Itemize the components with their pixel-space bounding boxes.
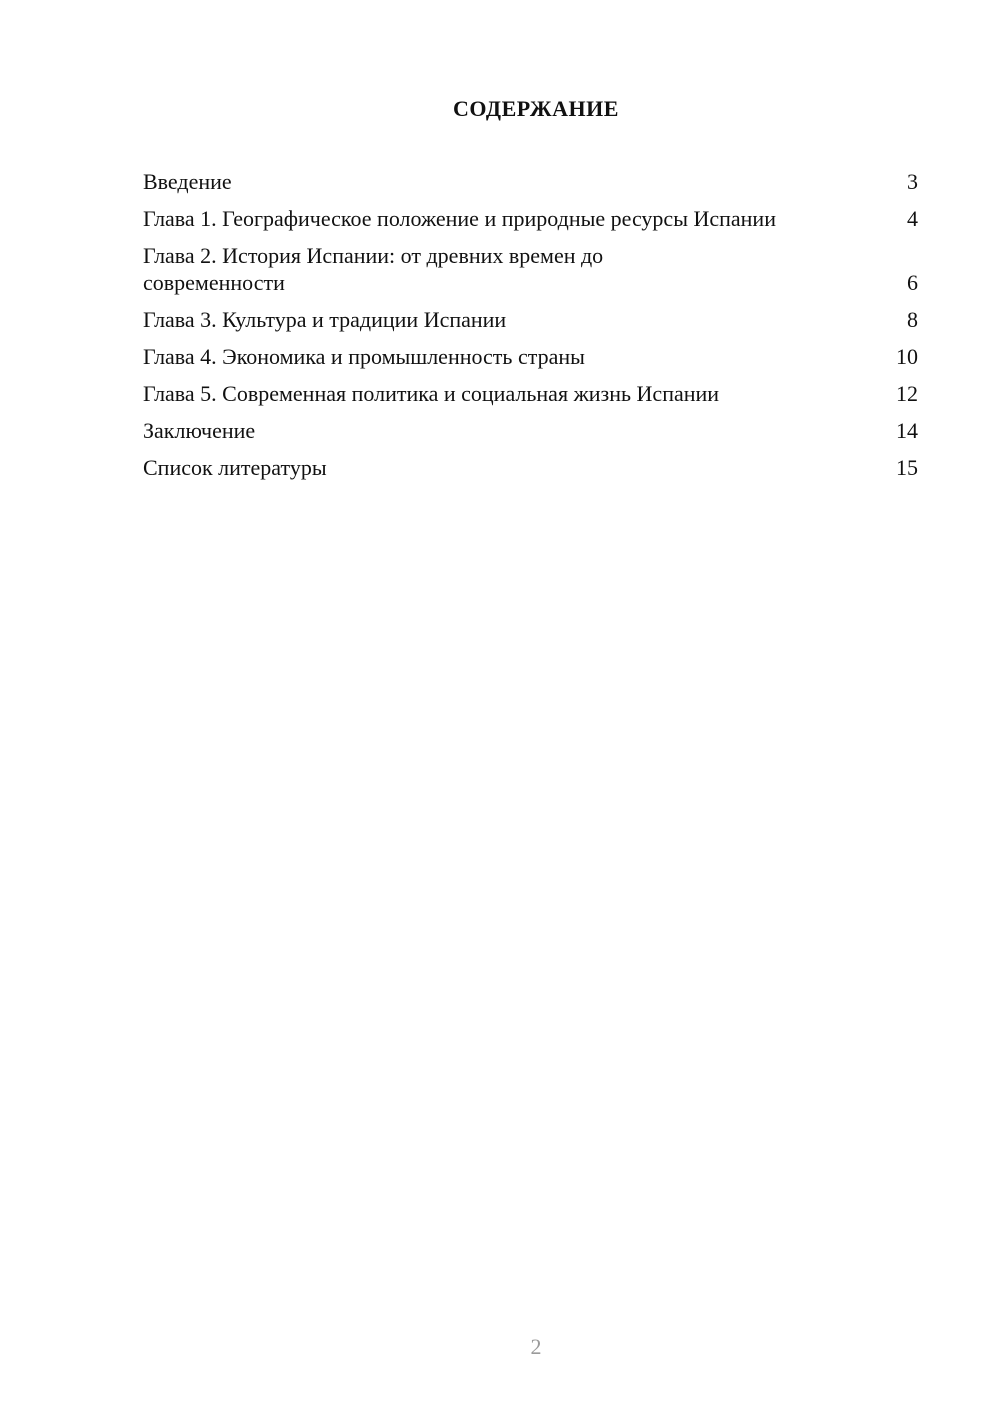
toc-entry-title: Глава 1. Географическое положение и природные ресурсы Испании [143, 206, 776, 231]
page-title: СОДЕРЖАНИЕ [453, 96, 619, 121]
toc-entry-page-number: 14 [896, 418, 918, 443]
toc-entry-introduction [143, 168, 918, 195]
toc-entry-title: Глава 4. Экономика и промышленность страны [143, 344, 585, 369]
toc-entry-page-number: 4 [907, 206, 918, 231]
page-number: 2 [530, 1334, 542, 1359]
toc-entry-conclusion [143, 417, 918, 444]
toc-entry-title: Заключение [143, 418, 256, 443]
toc-entry-title: Глава 3. Культура и традиции Испании [143, 307, 507, 332]
toc-entry-title: Список литературы [143, 455, 327, 480]
toc-entry-page-number: 10 [896, 344, 918, 369]
toc-entry-title: Введение [143, 169, 232, 194]
toc-entry-chapter-1 [143, 205, 918, 232]
toc-entry-title: Глава 5. Современная политика и социальная жизнь Испании [143, 381, 720, 406]
toc-entry-page-number: 12 [896, 381, 918, 406]
toc-entry-chapter-4 [143, 343, 918, 370]
toc-entry-page-number: 8 [907, 307, 918, 332]
toc-entry-bibliography [143, 454, 918, 481]
toc-entry-chapter-2 [143, 242, 918, 296]
toc-entry-page-number: 15 [896, 455, 918, 480]
toc-entry-page-number: 3 [907, 169, 918, 194]
toc-entry-title: Глава 2. История Испании: от древних времен до современности [143, 243, 604, 295]
toc-entry-page-number: 6 [907, 270, 918, 295]
toc-entry-chapter-3 [143, 306, 918, 333]
table-of-contents [143, 168, 918, 491]
toc-entry-chapter-5 [143, 380, 918, 407]
